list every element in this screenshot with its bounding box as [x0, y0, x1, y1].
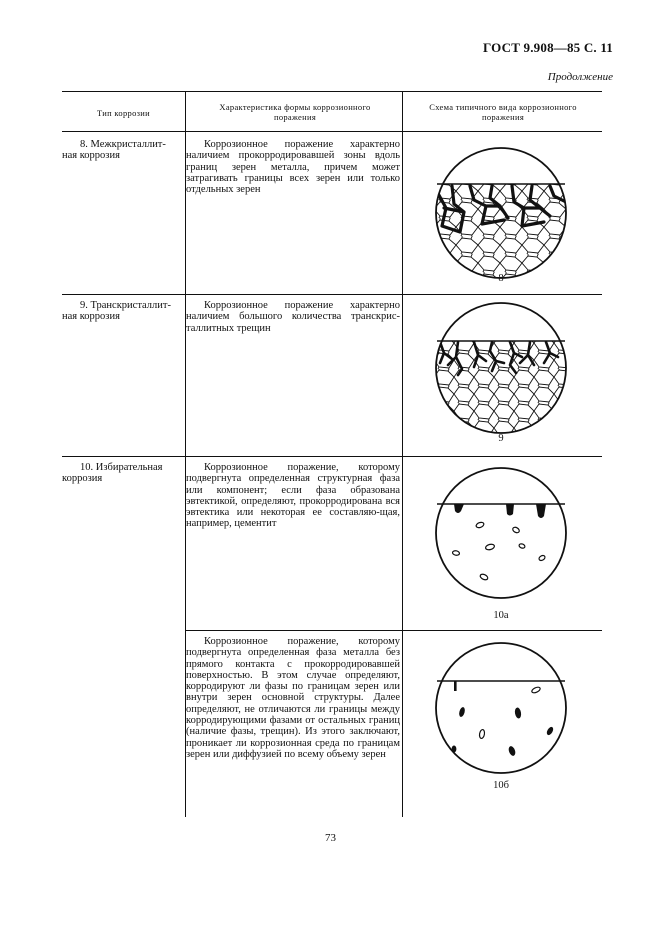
row-8-type: 8. Межкристаллит-ная коррозия: [62, 139, 166, 162]
row-9-description: Коррозионное поражение характерно наличием большого количества транскрис-таллитных трещин: [186, 300, 400, 334]
selective-corrosion-diagram-a-icon: [434, 466, 568, 600]
column-header-type: Тип коррозии: [97, 108, 150, 118]
row-10b-description: Коррозионное поражение, которому подвергнута определенная фаза металла без прямого контакта с прокорродировавшей поверхностью. В этом случае определяют, корродируют ли фазы по границам зерен или внутри зерен основной структуры. Далее определяют, не отличаются ли границы между корродирующими фазами от остальных границ (наличие фазы, трещин). Из этого заключают, проникает ли коррозионная среда по границам зерен или диффузией по всему объему зерен: [186, 636, 400, 760]
row-divider: [62, 456, 602, 457]
figure-label: 10б: [493, 780, 509, 791]
row-divider: [185, 630, 602, 631]
column-divider: [402, 91, 403, 817]
selective-corrosion-diagram-b-icon: [434, 641, 568, 775]
column-header-diagram: Схема типичного вида коррозионного поражения: [429, 102, 577, 122]
row-divider: [62, 294, 602, 295]
continuation-label: Продолжение: [547, 71, 613, 83]
row-10-type: 10. Избирательная коррозия: [62, 462, 163, 485]
transcrystalline-corrosion-diagram-icon: [434, 301, 568, 435]
figure-label: 8: [498, 273, 504, 284]
document-reference: ГОСТ 9.908—85 С. 11: [483, 40, 613, 55]
column-header-description: Характеристика формы коррозионного поражения: [219, 102, 371, 122]
page-number: 73: [325, 832, 336, 844]
row-9-type: 9. Транскристаллит-ная коррозия: [62, 300, 171, 323]
table-top-border: [62, 91, 602, 92]
intercrystalline-corrosion-diagram-icon: [434, 146, 568, 280]
row-10a-description: Коррозионное поражение, которому подвергнута определенная структурная фаза или компонент; если фаза образована эвтектикой, определяют, прокорродирована вся эвтектика или некоторая ее составляю-щая, например, цементит: [186, 462, 400, 530]
row-8-description: Коррозионное поражение характерно наличием прокорродировавшей зоны вдоль границ зерен металла, причем может затрагивать границы всех зерен или только отдельных зерен: [186, 139, 400, 196]
figure-label: 9: [498, 433, 504, 444]
table-header-border: [62, 131, 602, 132]
figure-label: 10а: [493, 610, 509, 621]
